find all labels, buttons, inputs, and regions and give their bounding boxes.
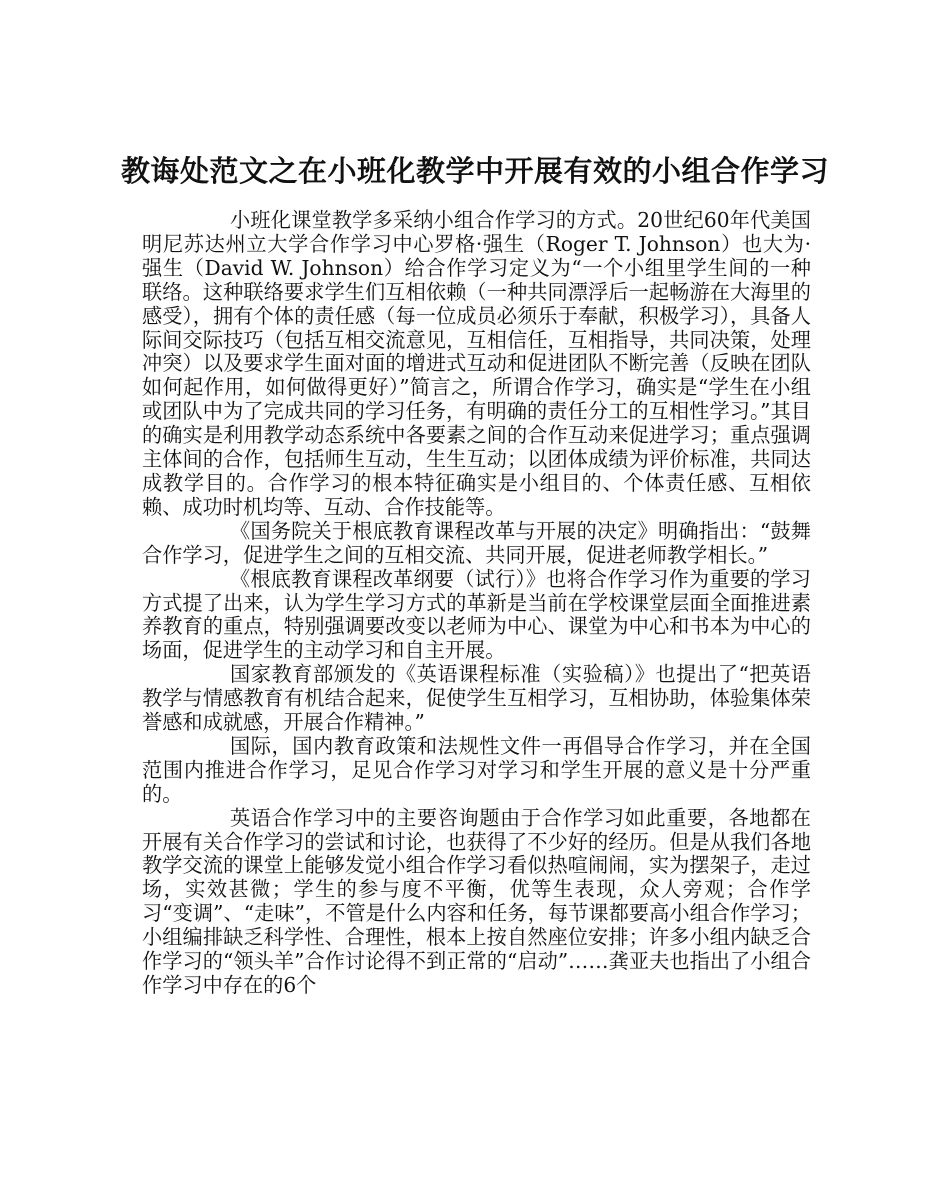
document-title: 教诲处范文之在小班化教学中开展有效的小组合作学习 <box>120 154 829 189</box>
paragraph: 《根底教育课程改革纲要（试行）》也将合作学习作为重要的学习方式提了出来，认为学生学习方式的革新是当前在学校课堂层面全面推进素养教育的重点，特别强调要改变以老师为中心、课堂为中心和书本为中心的场面，促进学生的主动学习和自主开展。 <box>142 566 811 663</box>
paragraph: 小班化课堂教学多采纳小组合作学习的方式。20世纪60年代美国明尼苏达州立大学合作学习中心罗格·强生（Roger T. Johnson）也大为·强生（David W. Johnson）给合作学习定义为“一个小组里学生间的一种联络。这种联络要求学生们互相依赖（一种共同漂浮后一起畅游在大海里的感受），拥有个体的责任感（每一位成员必须乐于奉献，积极学习），具备人际间交际技巧（包括互相交流意见，互相信任，互相指导，共同决策，处理冲突）以及要求学生面对面的增进式互动和促进团队不断完善（反映在团队如何起作用，如何做得更好）”简言之，所谓合作学习，确实是“学生在小组或团队中为了完成共同的学习任务，有明确的责任分工的互相性学习。”其目的确实是利用教学动态系统中各要素之间的合作互动来促进学习；重点强调主体间的合作，包括师生互动，生生互动；以团体成绩为评价标准，共同达成教学目的。合作学习的根本特征确实是小组目的、个体责任感、互相依赖、成功时机均等、互动、合作技能等。 <box>142 208 811 519</box>
paragraph: 国际，国内教育政策和法规性文件一再倡导合作学习，并在全国范围内推进合作学习，足见合作学习对学习和学生开展的意义是十分严重的。 <box>142 733 811 806</box>
paragraph: 国家教育部颁发的《英语课程标准（实验稿）》也提出了“把英语教学与情感教育有机结合起来，促使学生互相学习，互相协助，体验集体荣誉感和成就感，开展合作精神。” <box>142 662 811 735</box>
paragraph: 《国务院关于根底教育课程改革与开展的决定》明确指出：“鼓舞合作学习，促进学生之间的互相交流、共同开展，促进老师教学相长。” <box>142 518 811 567</box>
document-body <box>142 209 811 998</box>
paragraph: 英语合作学习中的主要咨询题由于合作学习如此重要，各地都在开展有关合作学习的尝试和讨论，也获得了不少好的经历。但是从我们各地教学交流的课堂上能够发觉小组合作学习看似热喧闹闹，实为摆架子，走过场，实效甚微；学生的参与度不平衡，优等生表现，众人旁观；合作学习“变调”、“走味”，不管是什么内容和任务，每节课都要高小组合作学习；小组编排缺乏科学性、合理性，根本上按自然座位安排；许多小组内缺乏合作学习的“领头羊”合作讨论得不到正常的“启动”……龚亚夫也指出了小组合作学习中存在的6个 <box>142 805 811 997</box>
